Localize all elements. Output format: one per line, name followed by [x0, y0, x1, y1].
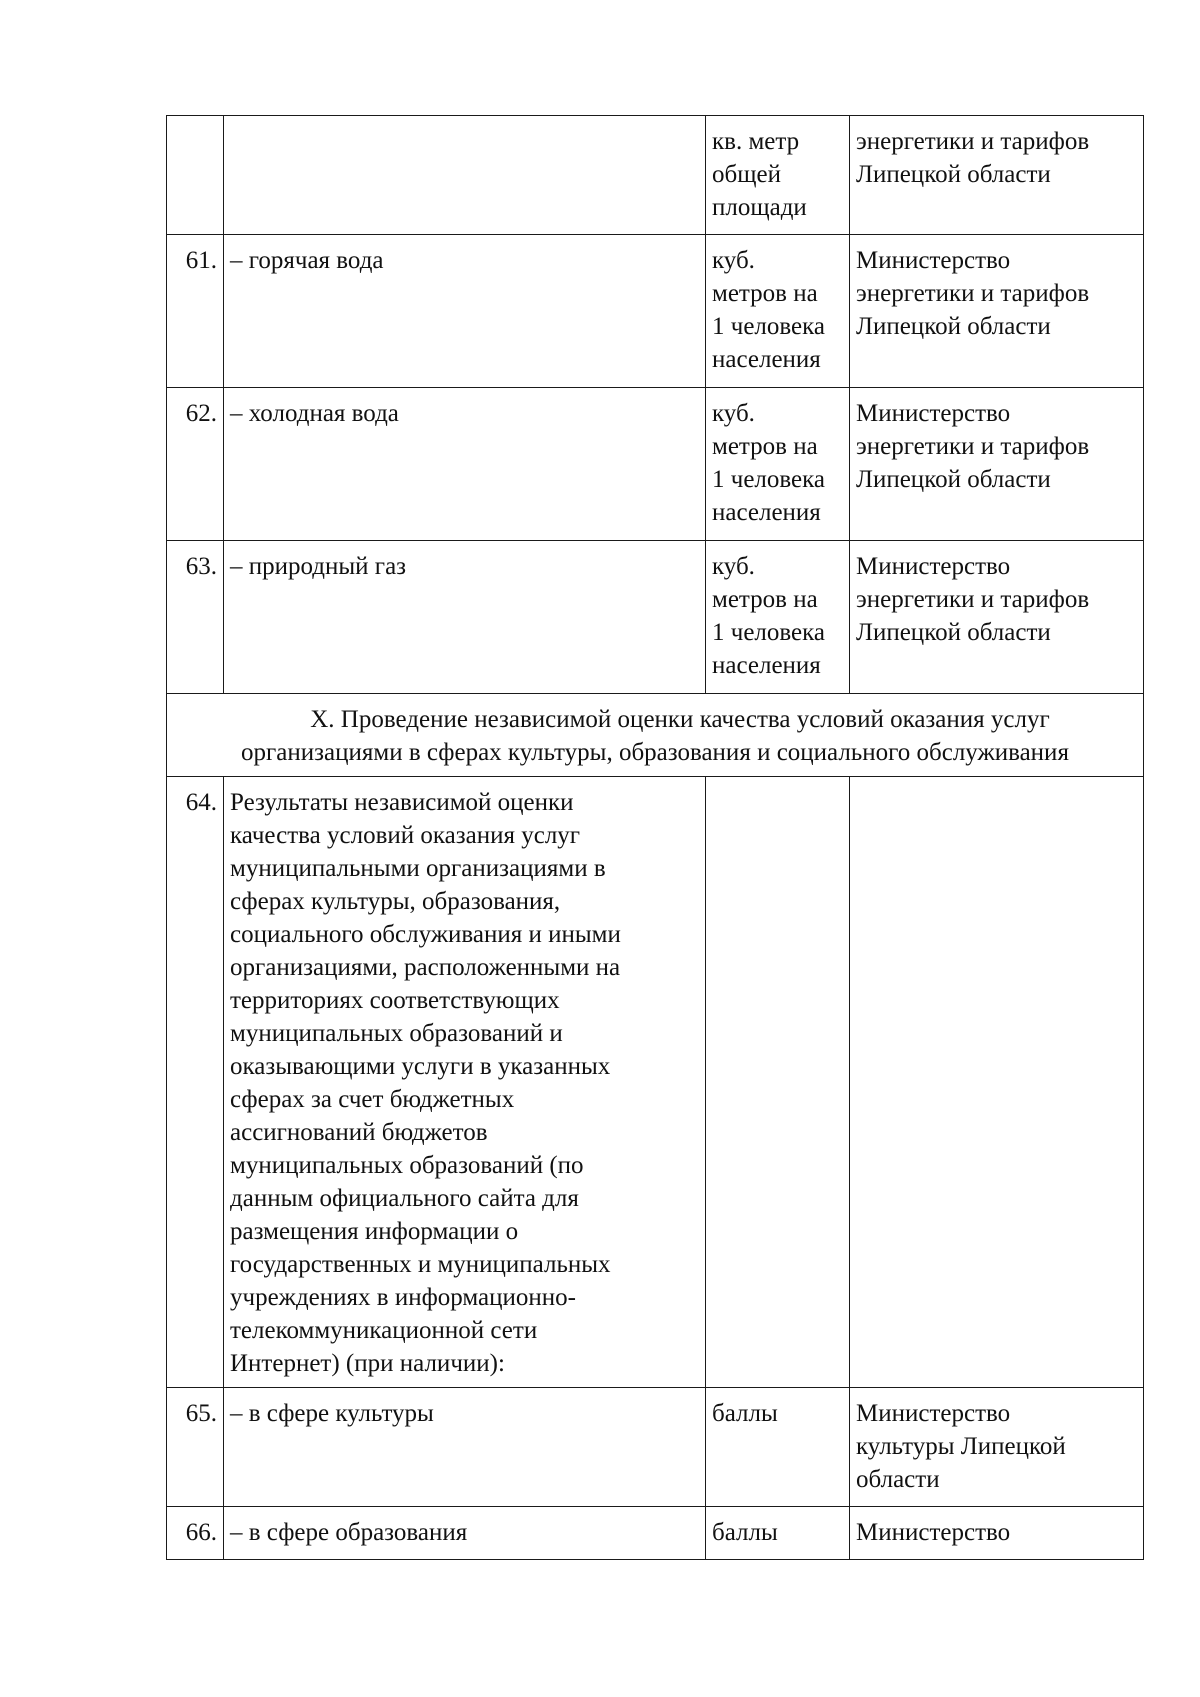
table-row [167, 541, 1144, 694]
section-title: X. Проведение независимой оценки качества условий оказания услуг организациями в сферах культуры, образования и социального обслуживания [241, 706, 1069, 766]
table-row [167, 1388, 1144, 1507]
source-cell: Министерство энергетики и тарифов Липецкой области [850, 541, 1144, 694]
source-cell: энергетики и тарифов Липецкой области [850, 116, 1144, 235]
section-header-row [167, 694, 1144, 777]
source-cell: Министерство энергетики и тарифов Липецкой области [850, 388, 1144, 541]
source-cell: Министерство [850, 1507, 1144, 1560]
source-cell: Министерство энергетики и тарифов Липецкой области [850, 235, 1144, 388]
row-number-cell: 66. [167, 1507, 224, 1560]
table-row [167, 1507, 1144, 1560]
indicator-name-cell [224, 116, 706, 235]
indicator-name-cell: – в сфере культуры [224, 1388, 706, 1507]
source-cell [850, 777, 1144, 1388]
row-number-cell: 62. [167, 388, 224, 541]
indicator-name-cell: – природный газ [224, 541, 706, 694]
table-row [167, 388, 1144, 541]
unit-cell: куб. метров на 1 человека населения [706, 541, 850, 694]
indicator-name-cell: – холодная вода [224, 388, 706, 541]
table-row [167, 116, 1144, 235]
indicators-table [166, 115, 1144, 1560]
indicator-name-cell: – горячая вода [224, 235, 706, 388]
unit-cell: куб. метров на 1 человека населения [706, 235, 850, 388]
row-number-cell: 64. [167, 777, 224, 1388]
row-number-cell: 65. [167, 1388, 224, 1507]
unit-cell: куб. метров на 1 человека населения [706, 388, 850, 541]
indicator-name-cell: Результаты независимой оценки качества условий оказания услуг муниципальными организациями в сферах культуры, образования, социального обслуживания и иными организациями, расположенными на территориях соответствующих муниципальных образований и оказывающими услуги в указанных сферах за счет бюджетных ассигнований бюджетов муниципальных образований (по данным официального сайта для размещения информации о государственных и муниципальных учреждениях в информационно- телекоммуникационной сети Интернет) (при наличии): [224, 777, 706, 1388]
unit-cell: баллы [706, 1388, 850, 1507]
table-row [167, 777, 1144, 1388]
row-number-cell: 63. [167, 541, 224, 694]
unit-cell: баллы [706, 1507, 850, 1560]
source-cell: Министерство культуры Липецкой области [850, 1388, 1144, 1507]
unit-cell [706, 777, 850, 1388]
row-number-cell: 61. [167, 235, 224, 388]
unit-cell: кв. метр общей площади [706, 116, 850, 235]
section-header-cell [167, 694, 1144, 777]
table-row [167, 235, 1144, 388]
row-number-cell [167, 116, 224, 235]
indicator-name-cell: – в сфере образования [224, 1507, 706, 1560]
